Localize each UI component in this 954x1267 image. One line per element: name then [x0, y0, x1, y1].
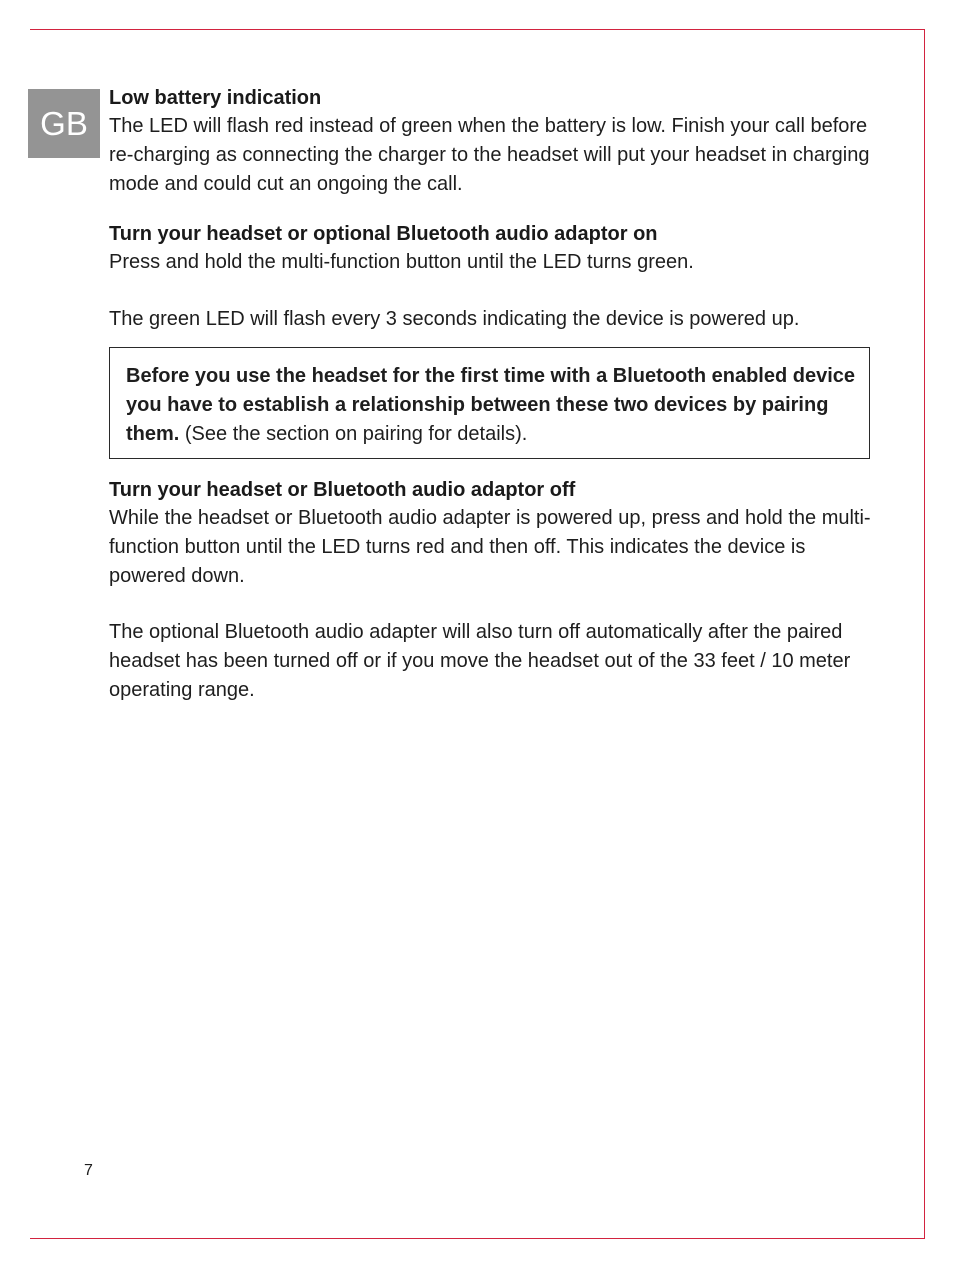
section-body-2: The green LED will flash every 3 seconds indicating the device is powered up. [109, 308, 800, 331]
section-body: The LED will flash red instead of green when the battery is low. Finish your call before re-charging as connecting the charger to the headset will put your headset in charging mode and could cut an ongoing the call. [109, 115, 870, 195]
section-low-battery [109, 84, 879, 198]
top-content [109, 84, 879, 334]
language-tab: GB [28, 89, 100, 158]
frame-top-rule [30, 29, 925, 30]
pairing-notice-box [109, 347, 870, 459]
section-turn-off [109, 476, 879, 705]
frame-bottom-rule [30, 1238, 925, 1239]
spacer [109, 277, 879, 305]
notice-bold-text: Before you use the headset for the first time with a Bluetooth enabled device you have to establish a relationship between these two devices by pairing them. [126, 365, 856, 445]
page-number: 7 [84, 1162, 93, 1179]
spacer [109, 198, 879, 220]
frame-right-rule [924, 29, 925, 1238]
notice-text: (See the section on pairing for details). [179, 422, 528, 445]
spacer [109, 590, 879, 618]
section-body: While the headset or Bluetooth audio adapter is powered up, press and hold the multi-function button until the LED turns red and then off. This indicates the device is powered down. [109, 507, 871, 587]
bottom-content [109, 476, 879, 705]
section-heading: Turn your headset or Bluetooth audio adaptor off [109, 479, 576, 501]
section-body-2: The optional Bluetooth audio adapter will also turn off automatically after the paired headset has been turned off or if you move the headset out of the 33 feet / 10 meter operating range. [109, 621, 851, 701]
section-heading: Low battery indication [109, 87, 322, 109]
section-heading: Turn your headset or optional Bluetooth audio adaptor on [109, 223, 658, 246]
section-turn-on [109, 220, 879, 334]
section-body: Press and hold the multi-function button until the LED turns green. [109, 251, 694, 274]
